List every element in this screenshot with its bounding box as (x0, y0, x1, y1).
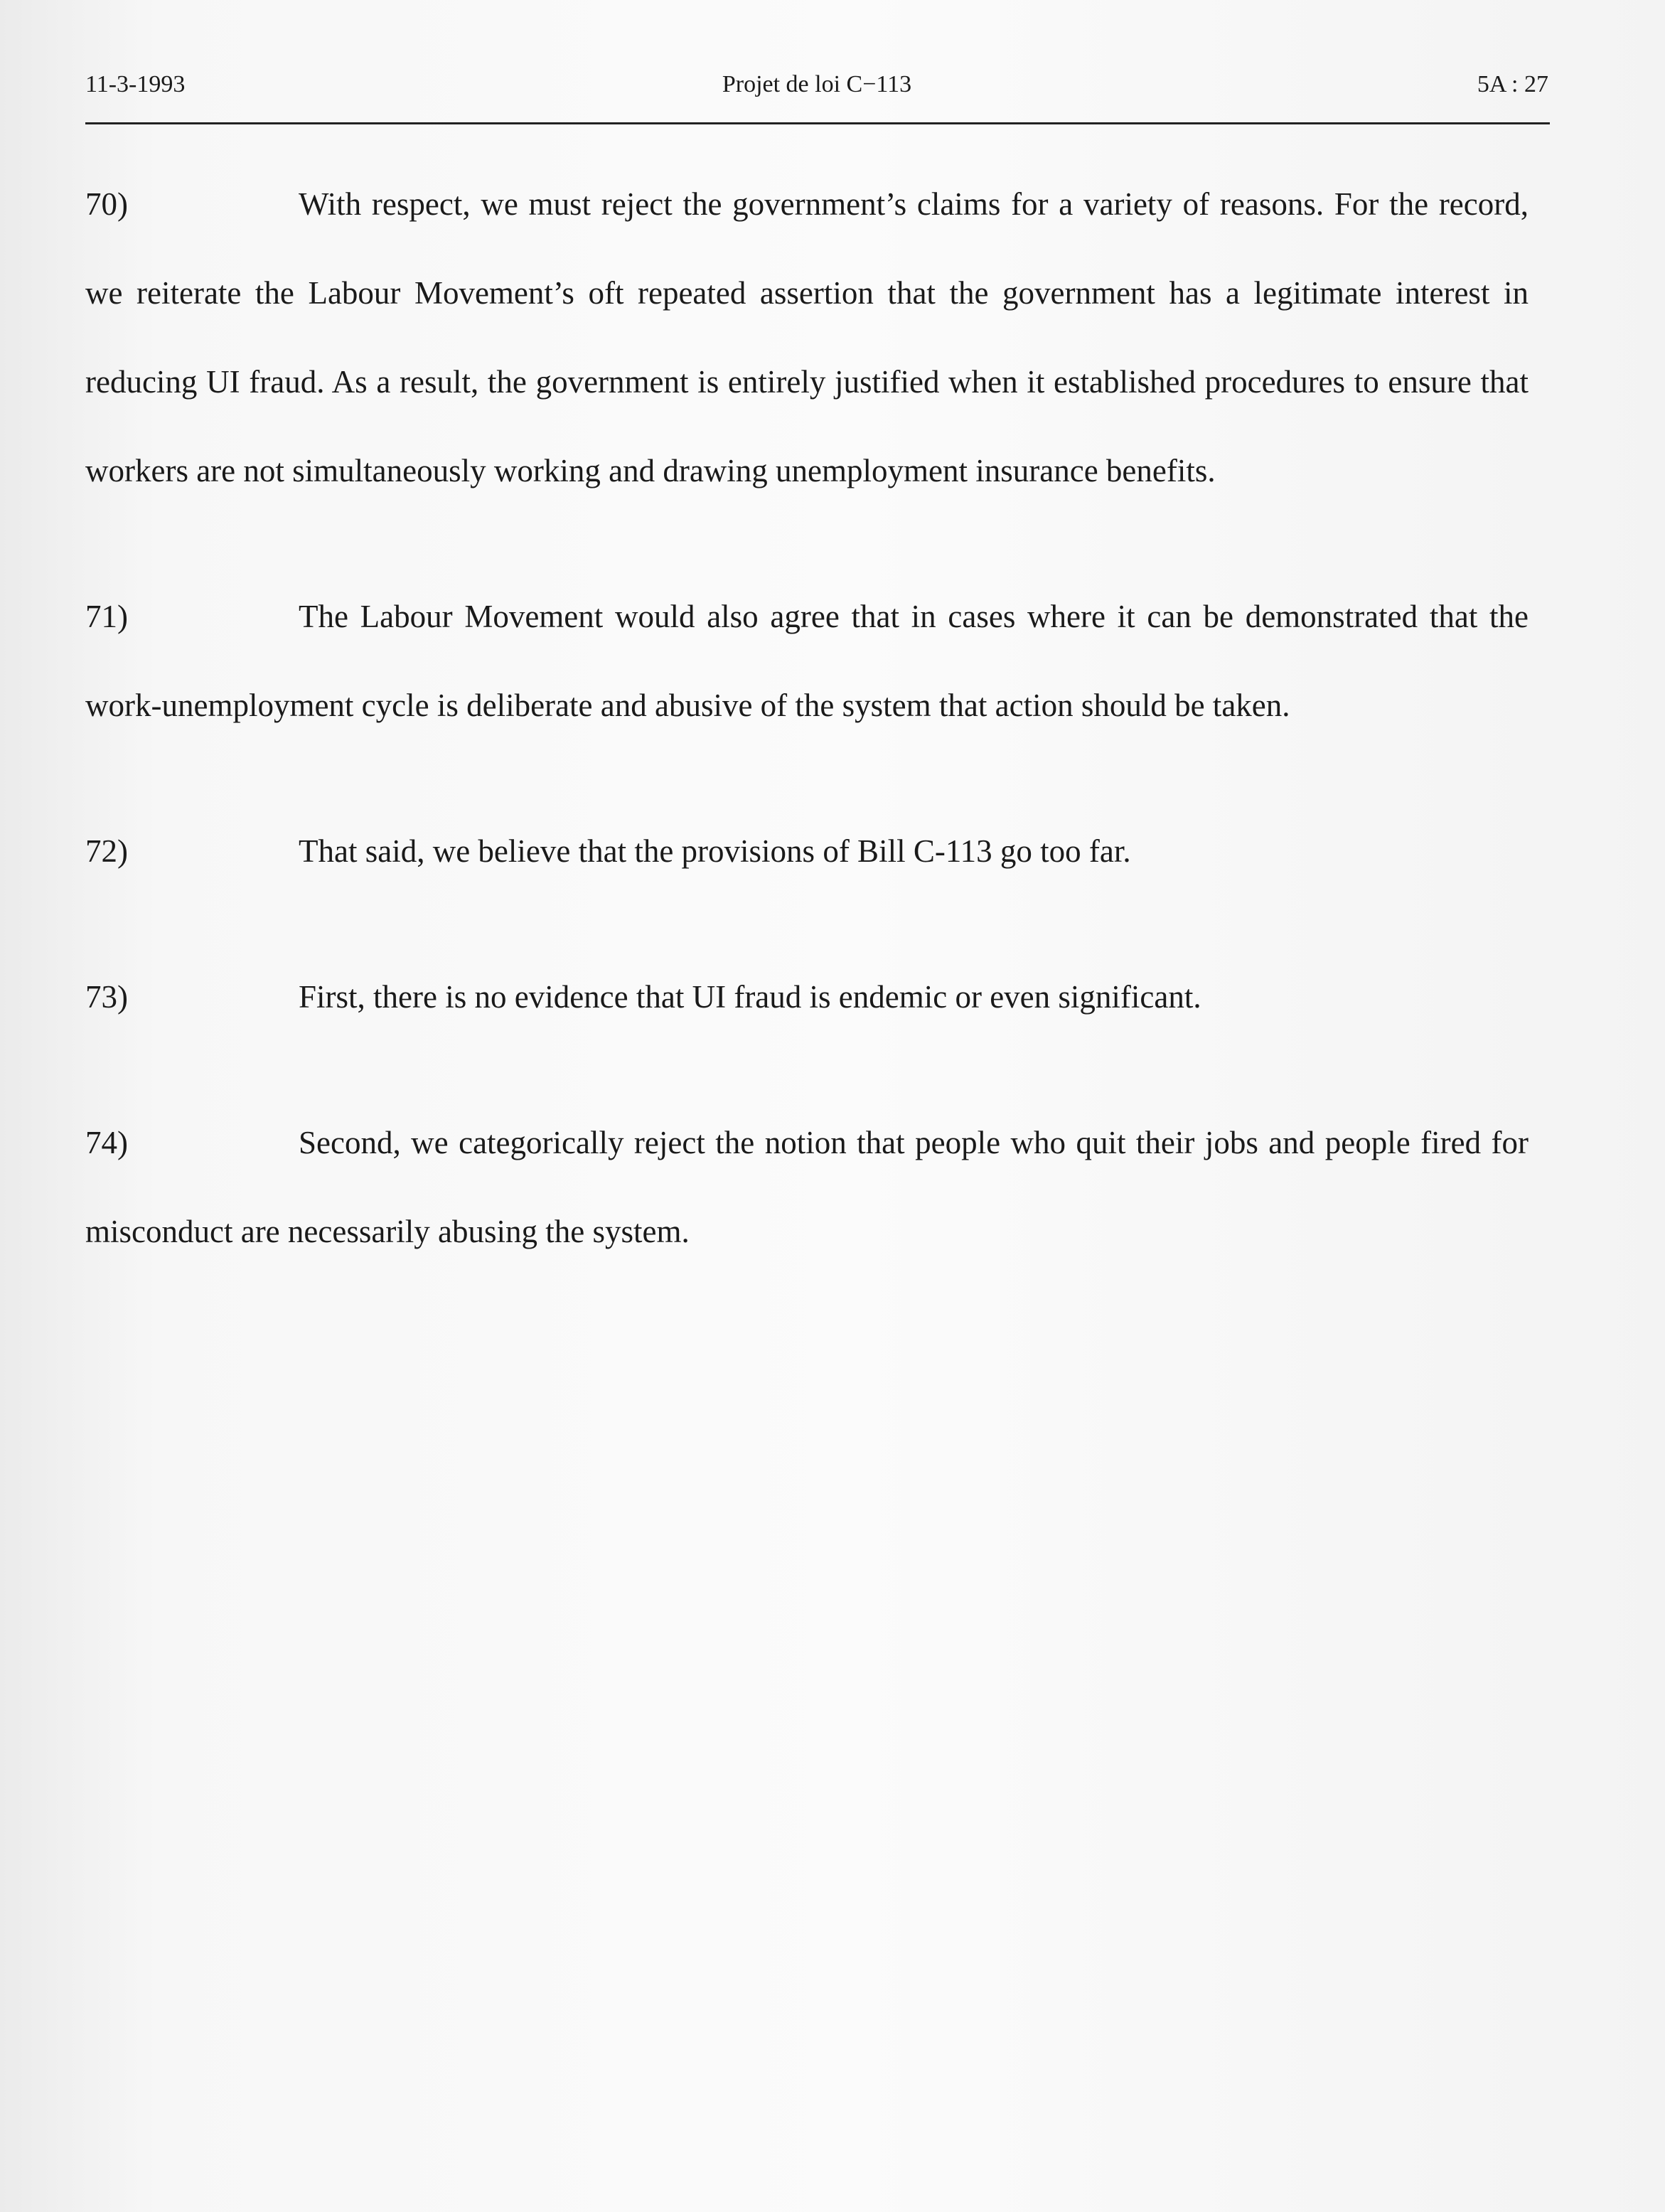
paragraph-73 (85, 953, 1529, 1042)
header-date: 11-3-1993 (85, 71, 186, 97)
paragraph-text: Second, we categorically reject the notion that people who quit their jobs and people fired for misconduct are necessarily abusing the system. (85, 1125, 1529, 1249)
header-rule (85, 122, 1550, 124)
paragraph-72 (85, 807, 1529, 896)
paragraph-text: The Labour Movement would also agree that in cases where it can be demonstrated that the work-unemployment cycle is deliberate and abusive of the system that action should be taken. (85, 599, 1529, 723)
paragraph-71 (85, 572, 1529, 750)
paragraph-number: 71) (85, 599, 128, 634)
page-header (85, 64, 1548, 107)
paragraph-number: 72) (85, 833, 128, 869)
paragraph-text: First, there is no evidence that UI fraud is endemic or even significant. (299, 979, 1201, 1015)
header-page-number: 5A : 27 (1477, 71, 1548, 97)
paragraph-number: 74) (85, 1125, 128, 1160)
paragraph-74 (85, 1099, 1529, 1276)
paragraph-number: 70) (85, 186, 128, 222)
paragraph-text: With respect, we must reject the government’s claims for a variety of reasons. For the record, we reiterate the Labour Movement’s oft repeated assertion that the government has a legitimate interest in reducing UI fraud. As a result, the government is entirely justified when it established procedures to ensure that workers are not simultaneously working and drawing unemployment insurance benefits. (85, 186, 1529, 488)
paragraph-text: That said, we believe that the provisions of Bill C-113 go too far. (299, 833, 1131, 869)
document-body (85, 160, 1529, 1333)
paragraph-number: 73) (85, 979, 128, 1015)
header-title: Projet de loi C−113 (722, 71, 912, 97)
paragraph-70 (85, 160, 1529, 515)
